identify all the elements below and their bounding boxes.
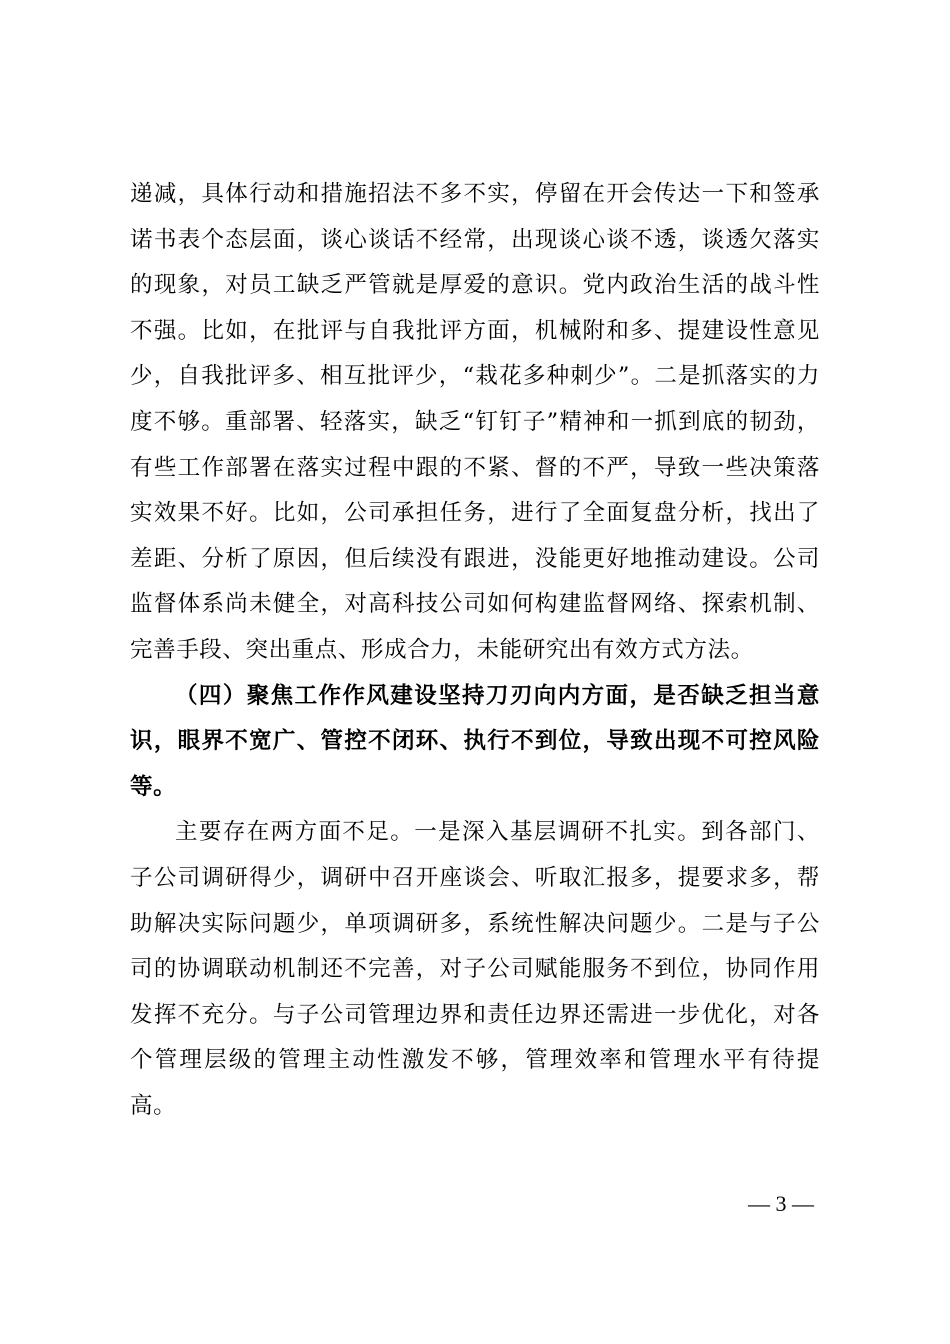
section-heading-four: （四）聚焦工作作风建设坚持刀刃向内方面，是否缺乏担当意识，眼界不宽广、管控不闭环、执行不到位，导致出现不可控风险等。 bbox=[130, 682, 820, 800]
body-paragraph: 主要存在两方面不足。一是深入基层调研不扎实。到各部门、子公司调研得少，调研中召开座谈会、听取汇报多，提要求多，帮助解决实际问题少，单项调研多，系统性解决问题少。二是与子公司的协调联动机制还不完善，对子公司赋能服务不到位，协同作用发挥不充分。与子公司管理边界和责任边界还需进一步优化，对各个管理层级的管理主动性激发不够，管理效率和管理水平有待提高。 bbox=[130, 819, 820, 1119]
page-number: — 3 — bbox=[748, 1191, 814, 1216]
body-paragraph-continued: 递减，具体行动和措施招法不多不实，停留在开会传达一下和签承诺书表个态层面，谈心谈话不经常，出现谈心谈不透，谈透欠落实的现象，对员工缺乏严管就是厚爱的意识。党内政治生活的战斗性不强。比如，在批评与自我批评方面，机械附和多、提建设性意见少，自我批评多、相互批评少，“栽花多种刺少”。二是抓落实的力度不够。重部署、轻落实，缺乏“钉钉子”精神和一抓到底的韧劲，有些工作部署在落实过程中跟的不紧、督的不严，导致一些决策落实效果不好。比如，公司承担任务，进行了全面复盘分析，找出了差距、分析了原因，但后续没有跟进，没能更好地推动建设。公司监督体系尚未健全，对高科技公司如何构建监督网络、探索机制、完善手段、突出重点、形成合力，未能研究出有效方式方法。 bbox=[130, 181, 820, 663]
document-body bbox=[130, 172, 820, 1129]
